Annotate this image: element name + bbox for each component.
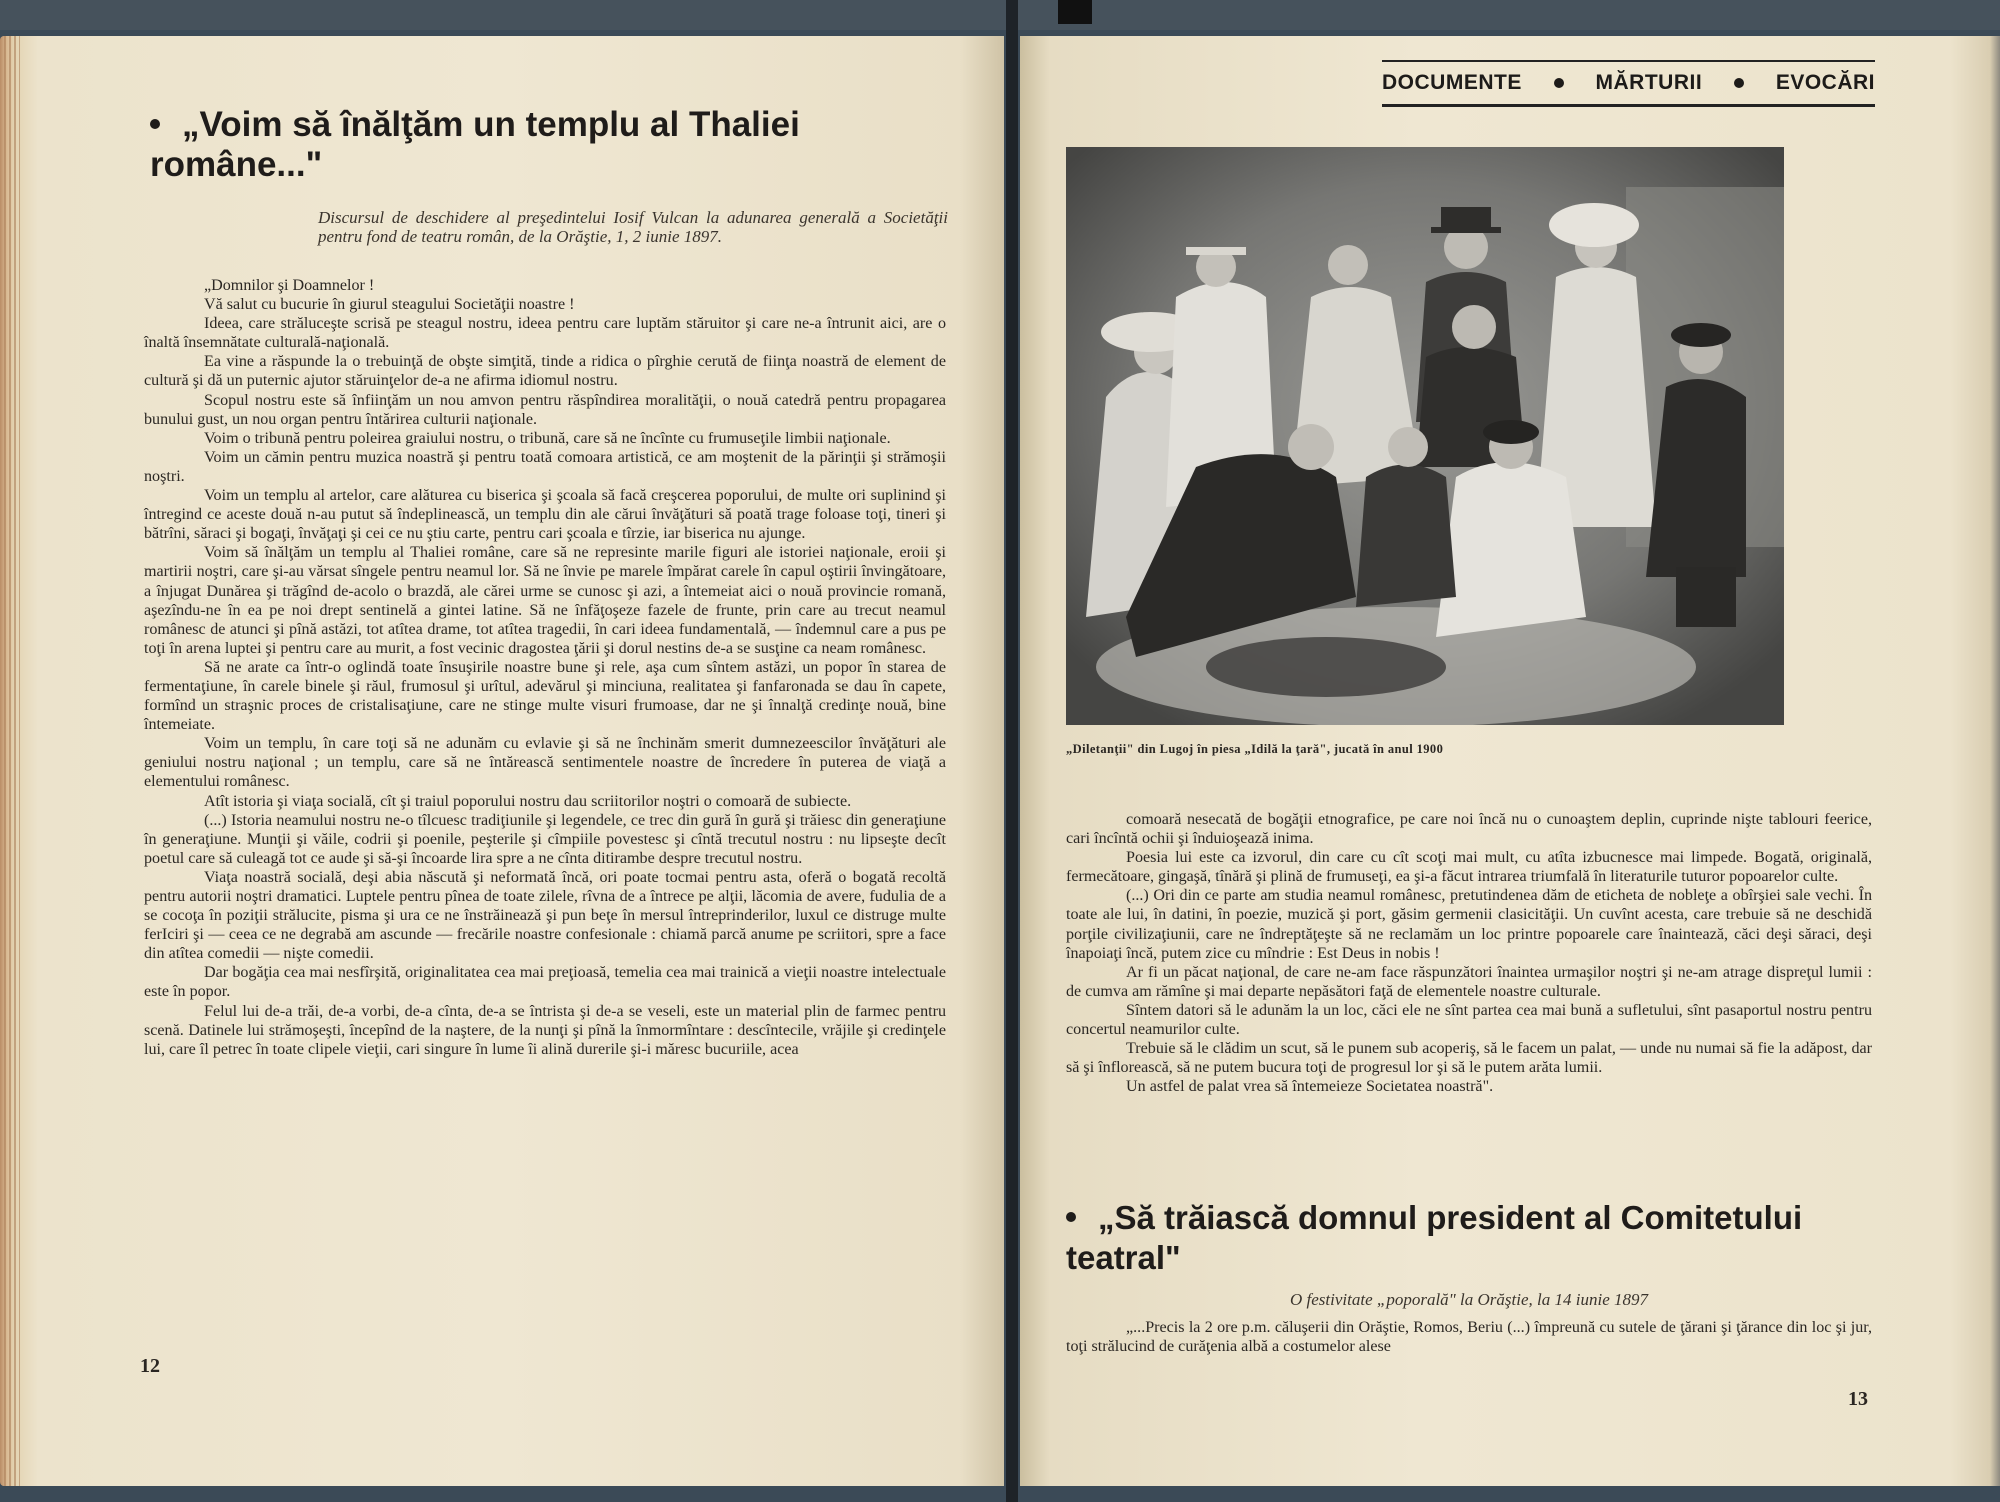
left-article-title-text: „Voim să înălţăm un templu al Thaliei române..." xyxy=(150,105,800,184)
group-photo xyxy=(1066,147,1784,725)
group-photo-illustration xyxy=(1066,147,1784,725)
paragraph: Ideea, care străluceşte scrisă pe steagul nostru, ideea pentru care luptăm stăruitor şi care ne-a întrunit aici, are o înaltă însemnătate culturală-naţională. xyxy=(144,315,946,352)
photo-caption: „Diletanţii" din Lugoj în piesa „Idilă la ţară", jucată în anul 1900 xyxy=(1066,742,1444,756)
paragraph: comoară nesecată de bogăţii etnografice, pe care noi încă nu o cunoaştem deplin, cuprinde nişte tablouri feerice, cari încîntă ochii şi înduioşează inima. xyxy=(1066,811,1872,848)
paragraph: Felul lui de-a trăi, de-a vorbi, de-a cînta, de-a se întrista şi de-a se veseli, este un material plin de farmec pentru scenă. Datinele lui strămoşeşti, începînd de la naştere, de la nunţi şi pînă la înmormîntare : descîntecile, vrăjile şi credinţele lui, care îl petrec în toate clipele vieţii, cari singure în lume îi alină durerile şi-i măresc bucuriile, acea xyxy=(144,1002,946,1058)
paragraph: Trebuie să le clădim un scut, să le punem sub acoperiş, să le facem un palat, — unde nu numai să fie la adăpost, dar să şi înflorească, să ne putem bucura toţi de progresul lor şi să le putem arăta lumii. xyxy=(1066,1040,1872,1077)
left-article-subtitle: Discursul de deschidere al preşedintelui Iosif Vulcan la adunarea generală a Societăţii pentru fond de teatru român, de la Orăştie, 1, 2 iunie 1897. xyxy=(318,208,948,246)
page-number-right: 13 xyxy=(1848,1388,1868,1410)
header-item-marturii: MĂRTURII xyxy=(1595,71,1703,94)
paragraph: Voim un cămin pentru muzica noastră şi pentru toată comoara artistică, ce am moştenit de la părinţii şi strămoşii noştri. xyxy=(144,448,946,485)
header-item-documente: DOCUMENTE xyxy=(1382,71,1522,94)
left-article-body xyxy=(144,276,946,1059)
paragraph: Scopul nostru este să înfiinţăm un nou amvon pentru răspîndirea moralităţii, o nouă catedră pentru propagarea bunului gust, un nou organ pentru întărirea culturii naţionale. xyxy=(144,391,946,428)
section-header xyxy=(1382,60,1875,107)
paragraph: Voim o tribună pentru poleirea graiului nostru, o tribună, care să ne încînte cu frumuseţile limbii naţionale. xyxy=(204,429,891,447)
bullet-icon xyxy=(1066,1212,1076,1222)
left-article-title xyxy=(150,105,910,185)
paragraph: Voim să înălţăm un templu al Thaliei române, care să ne represinte marile figuri ale istoriei naţionale, eroii şi martirii noştri, care şi-au vărsat sîngele pentru neamul lor. Să ne învie pe marele împărat carele în capul oştirii învingătoare, a înjugat Dunărea şi trăgînd de-acolo o brazdă, ale cărei urme se cunosc şi azi, a întemeiat aici o nouă provincie romană, aşezîndu-ne în ea pe noi drept sentinelă a gintei latine. Să ne înfăţoşeze fazele de frunte, prin care au trecut neamul românesc de atunci şi pînă astăzi, tot atîtea drame, tot atîtea tragedii, în cari ideea fundamentală, — îndemnul care a pus pe toţi în arena luptei şi pentru care au murit, a fost vecinic dragostea ţării şi dorul nestins de-a se susţine ca neam românesc. xyxy=(144,544,946,657)
right-article-title-text: „Să trăiască domnul president al Comitetului teatral" xyxy=(1066,1199,1803,1276)
right-article-title xyxy=(1066,1198,1886,1278)
header-item-evocari: EVOCĂRI xyxy=(1775,71,1875,94)
binding-edge xyxy=(4,36,20,1486)
right-article-body xyxy=(1066,810,1872,1096)
paragraph: „...Precis la 2 ore p.m. căluşerii din Orăştie, Romos, Beriu (...) împreună cu sutele de ţărani şi ţărance din loc şi jur, toţi strălucind de curăţenia albă a costumelor alese xyxy=(1066,1319,1872,1356)
right-article-subtitle: O festivitate „poporală" la Orăştie, la 14 iunie 1897 xyxy=(1290,1290,1648,1309)
right-article-body-2 xyxy=(1066,1318,1872,1356)
paragraph: Un astfel de palat vrea să întemeieze Societatea noastră". xyxy=(1126,1078,1494,1096)
paragraph: Poesia lui este ca izvorul, din care cu cît scoţi mai mult, cu atîta izbucnesce mai limpede. Bogată, originală, fermecătoare, gingaşă, tînără şi plină de frumuseţi, ea şi-a făcut intrarea triumfală în literaturile tuturor popoarelor culte. xyxy=(1066,849,1872,886)
paragraph: Voim un templu al artelor, care alăturea cu biserica şi şcoala să facă creşcerea poporului, de multe ori suplinind şi întregind ce aceste două n-au putut să îndeplinească, un templu din ale cărui învăţături să poată trage foloase toţi, tineri şi bătrîni, săraci şi bogaţi, învăţaţi şi cei ce nu ştiu carte, pentru cari şcoala e tîrzie, iar biserica nu ajunge. xyxy=(144,487,946,543)
paragraph: Ar fi un păcat naţional, de care ne-am face răspunzători înaintea urmaşilor noştri şi ne-am atrage dispreţul lumii : de cumva am rămîne şi mai departe nepăsători faţă de elementele noastre culturale. xyxy=(1066,963,1872,1000)
paragraph: Sîntem datori să le adunăm la un loc, căci ele ne sînt partea cea mai bună a sufletului, sînt pasaportul nostru pentru concertul neamurilor culte. xyxy=(1066,1001,1872,1039)
paragraph: Atît istoria şi viaţa socială, cît şi traiul poporului nostru dau scriitorilor noştri o comoară de subiecte. xyxy=(204,792,852,810)
book-top-edge xyxy=(0,0,2000,30)
paragraph: „Domnilor şi Doamnelor ! xyxy=(204,277,375,294)
paragraph: (...) Istoria neamului nostru ne-o tîlcuesc tradiţiunile şi legendele, ce trec din gură în gură şi trăiesc din generaţiune în generaţiune. Munţii şi văile, codrii şi poenile, peşterile şi cîmpiile povestesc şi cîntă trecutul nostru : nu lipseşte decît poetul care să culeagă tot ce aude şi să-şi încoarde lira spre a ne cînta ditirambe despre trecutul nostru. xyxy=(144,811,946,867)
paragraph: Viaţa noastră socială, deşi abia născută şi neformată încă, ori poate tocmai pentru asta, oferă o bogată recoltă pentru autorii noştri dramatici. Luptele pentru pînea de toate zilele, rîvna de a întrece pe alţii, lăcomia de avere, fudulia de a se cocoţa în poziţii strălucite, pisma şi ura ce ne înstrăinează şi pun beţe în mersul întreprinderilor, luxul ce distruge multe ferIciri şi — ceea ce ne degrabă am ascunde — frecările noastre confesionale : chiamă parcă anume pe scriitori, spre a face din atîtea comedii — nişte comedii. xyxy=(144,868,946,963)
paragraph: Voim un templu, în care toţi să ne adunăm cu evlavie şi să ne închinăm smerit dumnezeescilor învăţături ale geniului nostru naţional ; un templu, care să ne întărească sentimentele noastre de încredere în puterea de viaţă a elementului românesc. xyxy=(144,735,946,791)
paragraph: Dar bogăţia cea mai nesfîrşită, originalitatea cea mai preţioasă, temelia cea mai trainică a vieţii noastre intelectuale este în popor. xyxy=(144,964,946,1001)
paragraph: Să ne arate ca într-o oglindă toate însuşirile noastre bune şi rele, aşa cum sîntem astăzi, un popor în starea de fermentaţiune, în carele binele şi răul, frumosul şi urîtul, adevărul şi minciuna, realitatea şi fanfaronada se dau în capete, formînd un straşnic proces de cristalisaţiune, care ne stinge multe visuri frumoase, dar ne şi înnalţă credinţe nouă, bine întemeiate. xyxy=(144,658,946,734)
header-bullet-icon xyxy=(1554,78,1564,88)
paragraph: (...) Ori din ce parte am studia neamul românesc, pretutindenea dăm de eticheta de nobleţe a obîrşiei sale vechi. În toate ale lui, în datini, în poezie, muzică şi port, găsim germenii clasicităţii. Un cuvînt acesta, care trebuie să ne deschidă porţile civilizaţiunii, care ne îndreptăţeşte să ne reclamăm un loc printre popoarele care înaintează, căci deşi săraci, deşi înapoiaţi încă, putem zice cu mîndrie : Est Deus in nobis ! xyxy=(1066,887,1872,962)
header-bullet-icon xyxy=(1734,78,1744,88)
bullet-icon xyxy=(150,119,160,129)
paragraph: Ea vine a răspunde la o trebuinţă de obşte simţită, tinde a ridica o pîrghie cerută de fiinţa noastră de element de cultură şi dă un puternic ajutor stăruinţelor de-a ne afirma idiomul nostru. xyxy=(144,353,946,390)
paragraph: Vă salut cu bucurie în giurul steagului Societăţii noastre ! xyxy=(204,296,575,314)
book-spine xyxy=(1006,0,1018,1502)
page-number-left: 12 xyxy=(140,1355,160,1377)
book-spine-top xyxy=(1058,0,1092,24)
